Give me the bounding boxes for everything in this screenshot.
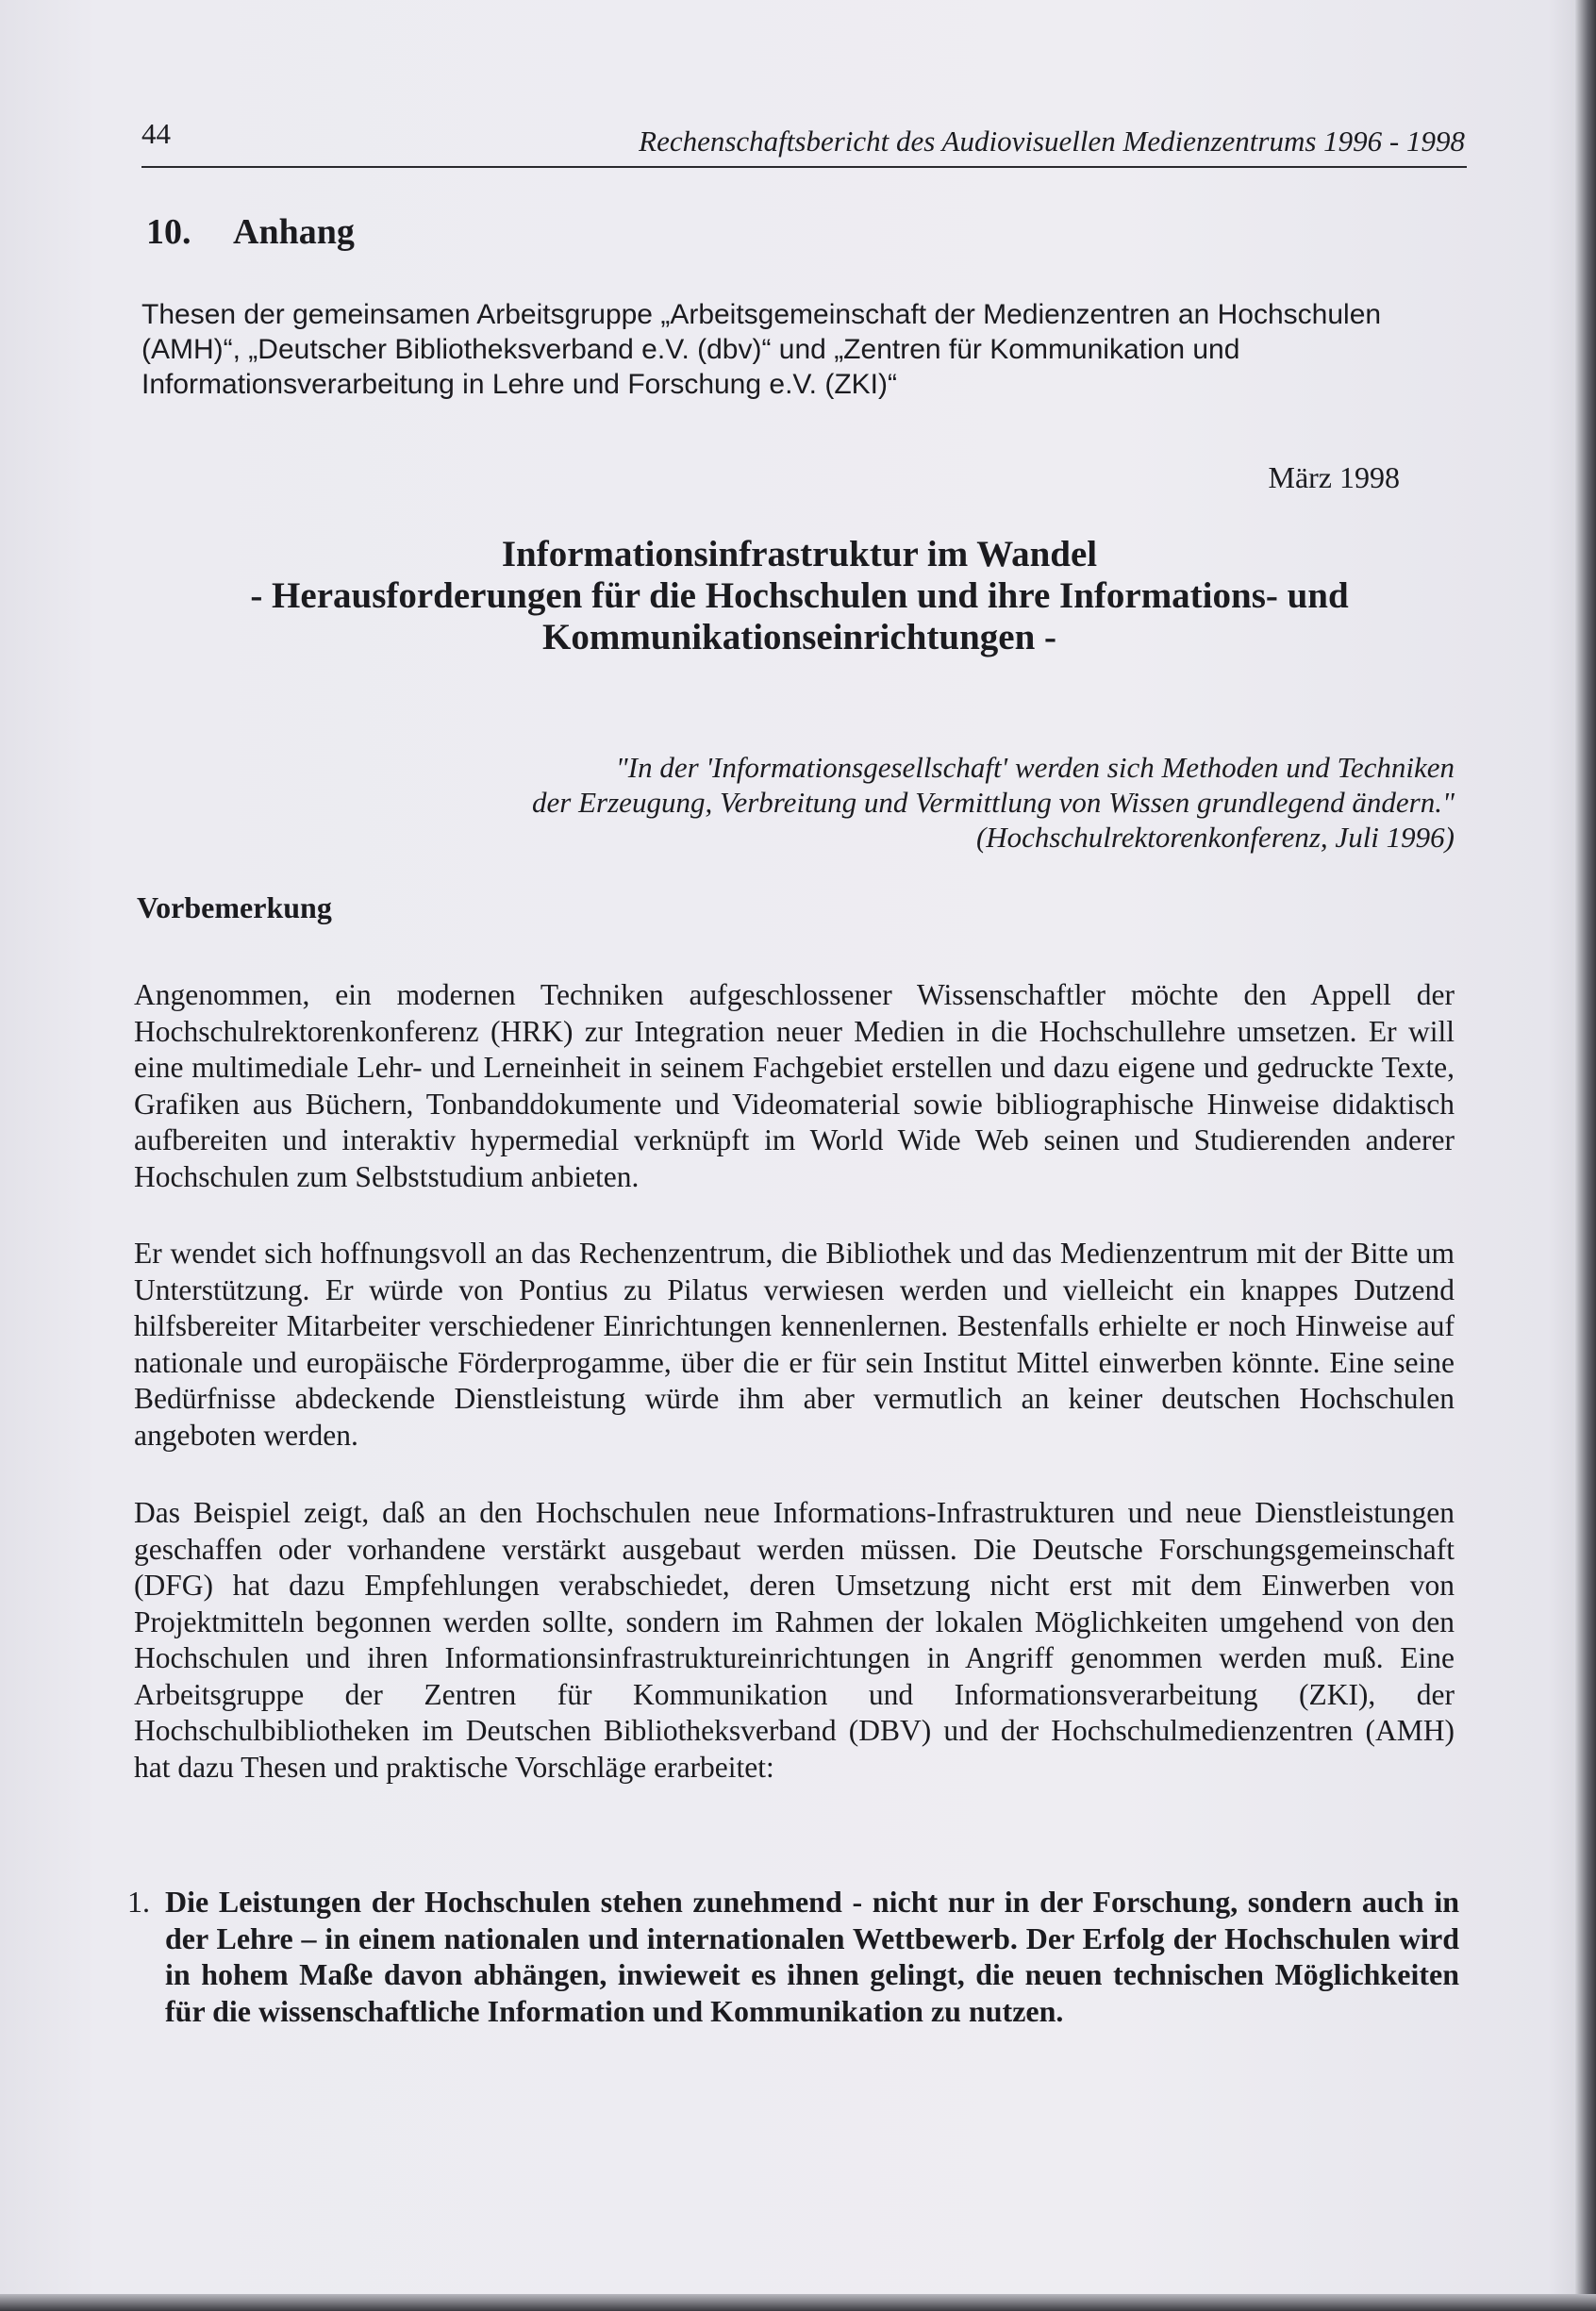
section-title: Anhang bbox=[233, 212, 355, 252]
document-date: März 1998 bbox=[1268, 460, 1400, 494]
document-title bbox=[141, 534, 1457, 658]
page-edge-shadow-right bbox=[1575, 0, 1596, 2311]
paragraph: Angenommen, ein modernen Techniken aufgeschlossener Wissenschaftler möchte den Appell der Hochschulrektorenkonferenz (HRK) zur Integration neuer Medien in die Hochschullehre umsetzen. Er will eine multimediale Lehr- und Lerneinheit in seinem Fachgebiet erstellen und dazu eigene und gedruckte Texte, Grafiken aus Büchern, Tonbanddokumente und Videomaterial sowie bibliographische Hinweise didaktisch aufbereiten und interaktiv hypermedial verknüpft im World Wide Web seinen und Studierenden anderer Hochschulen zum Selbststudium anbieten. bbox=[134, 978, 1455, 1193]
title-line: Kommunikationseinrichtungen - bbox=[542, 617, 1056, 657]
paragraph: Er wendet sich hoffnungsvoll an das Rechenzentrum, die Bibliothek und das Medienzentrum mit der Bitte um Unterstützung. Er würde von Pontius zu Pilatus verwiesen werden und vielleicht ein knappes Dutzend hilfsbereiter Mitarbeiter verschiedener Einrichtungen kennenlernen. Bestenfalls erhielte er noch Hinweise auf nationale und europäische Förderprogamme, über die er für sein Institut Mittel einwerben könnte. Eine seine Bedürfnisse abdeckende Dienstleistung würde ihm aber vermutlich an keiner deutschen Hochschulen angeboten werden. bbox=[134, 1237, 1455, 1452]
page-header bbox=[141, 117, 1467, 168]
paragraph: Das Beispiel zeigt, daß an den Hochschulen neue Informations-Infrastrukturen und neue Dienstleistungen geschaffen oder vorhandene verstärkt ausgebaut werden müssen. Die Deutsche Forschungsgemeinschaft (DFG) hat dazu Empfehlungen verabschiedet, deren Umsetzung nicht erst mit dem Einwerben von Projektmitteln begonnen werden sollte, sondern im Rahmen der lokalen Möglichkeiten umgehend von den Hochschulen und ihren Informationsinfrastruktureinrichtungen in Angriff genommen werden muß. Eine Arbeitsgruppe der Zentren für Kommunikation und Informationsverarbeitung (ZKI), der Hochschulbibliotheken im Deutschen Bibliotheksverband (DBV) und der Hochschulmedienzentren (AMH) hat dazu Thesen und praktische Vorschläge erarbeitet: bbox=[134, 1496, 1455, 1784]
title-line: Informationsinfrastruktur im Wandel bbox=[501, 534, 1098, 574]
running-title: Rechenschaftsbericht des Audiovisuellen Medienzentrums 1996 - 1998 bbox=[639, 125, 1465, 158]
numbered-thesis bbox=[127, 1884, 1459, 2029]
page-number: 44 bbox=[141, 117, 171, 150]
subheading-vorbemerkung: Vorbemerkung bbox=[137, 890, 332, 924]
section-number: 10. bbox=[146, 212, 191, 252]
intro-text: Thesen der gemeinsamen Arbeitsgruppe „Arbeitsgemeinschaft der Medienzentren an Hochschulen (AMH)“, „Deutscher Bibliotheksverband e.V. (dbv)“ und „Zentren für Kommunikation und Informationsverarbeitung in Lehre und Forschung e.V. (ZKI)“ bbox=[141, 299, 1382, 400]
page-edge-shadow-bottom bbox=[0, 2294, 1596, 2311]
epigraph-quote bbox=[323, 750, 1455, 855]
thesis-text: Die Leistungen der Hochschulen stehen zunehmend - nicht nur in der Forschung, sondern auch in der Lehre – in einem nationalen und internationalen Wettbewerb. Der Erfolg der Hochschulen wird in hohem Maße davon abhängen, inwieweit es ihnen gelingt, die neuen technischen Möglichkeiten für die wissenschaftliche Information und Kommunikation zu nutzen. bbox=[165, 1885, 1459, 2028]
thesis-number: 1. bbox=[127, 1885, 150, 1919]
title-line: - Herausforderungen für die Hochschulen und ihre Informations- und bbox=[250, 575, 1349, 616]
quote-source: (Hochschulrektorenkonferenz, Juli 1996) bbox=[975, 821, 1455, 854]
section-heading bbox=[146, 211, 355, 253]
quote-line: der Erzeugung, Verbreitung und Vermittlung von Wissen grundlegend ändern." bbox=[532, 786, 1455, 819]
quote-line: "In der 'Informationsgesellschaft' werden sich Methoden und Techniken bbox=[615, 751, 1455, 784]
